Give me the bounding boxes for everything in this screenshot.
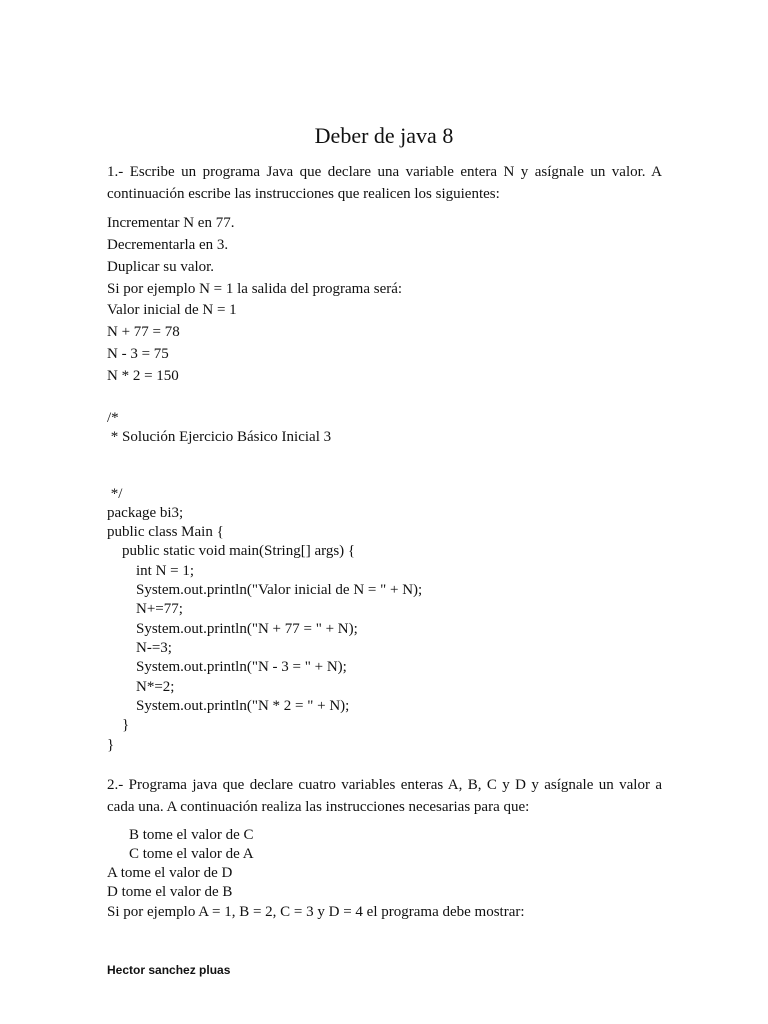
exercise-2-line: C tome el valor de A xyxy=(129,846,254,862)
code-line: System.out.println("N + 77 = " + N); xyxy=(136,621,358,637)
code-line: System.out.println("Valor inicial de N = " + N); xyxy=(136,582,423,598)
exercise-1-line: Decrementarla en 3. xyxy=(107,237,229,253)
document-title: Deber de java 8 xyxy=(314,123,454,148)
exercise-1-line: Si por ejemplo N = 1 la salida del programa será: xyxy=(107,281,403,297)
code-line: N-=3; xyxy=(136,640,172,656)
code-line: package bi3; xyxy=(107,505,184,521)
exercise-2-statement: 2.- Programa java que declare cuatro variables enteras A, B, C y D y asígnale un valor a cada una. A continuación realiza las instrucciones necesarias para que: xyxy=(107,777,662,815)
code-line: public static void main(String[] args) { xyxy=(122,543,356,559)
code-line: System.out.println("N - 3 = " + N); xyxy=(136,659,347,675)
code-line: public class Main { xyxy=(107,524,224,540)
exercise-2-line: D tome el valor de B xyxy=(107,884,233,900)
exercise-2-line: A tome el valor de D xyxy=(107,865,233,881)
code-line: } xyxy=(107,737,115,753)
exercise-2-line: Si por ejemplo A = 1, B = 2, C = 3 y D = 4 el programa debe mostrar: xyxy=(107,904,525,920)
exercise-1-line: N * 2 = 150 xyxy=(107,368,179,384)
exercise-1-line: N + 77 = 78 xyxy=(107,324,180,340)
code-line: N*=2; xyxy=(136,679,175,695)
code-comment-line: */ xyxy=(107,486,123,502)
exercise-1-statement: 1.- Escribe un programa Java que declare una variable entera N y asígnale un valor. A continuación escribe las instrucciones que realicen los siguientes: xyxy=(107,164,662,202)
code-comment-line: /* xyxy=(107,410,119,426)
exercise-1-line: Incrementar N en 77. xyxy=(107,215,235,231)
author-footer: Hector sanchez pluas xyxy=(107,963,231,977)
code-line: int N = 1; xyxy=(136,563,195,579)
code-line: System.out.println("N * 2 = " + N); xyxy=(136,698,350,714)
exercise-1-line: Duplicar su valor. xyxy=(107,259,215,275)
code-line: N+=77; xyxy=(136,601,183,617)
exercise-1-line: N - 3 = 75 xyxy=(107,346,169,362)
exercise-1-line: Valor inicial de N = 1 xyxy=(107,302,237,318)
exercise-2-line: B tome el valor de C xyxy=(129,827,254,843)
code-line: } xyxy=(122,717,130,733)
code-comment-line: * Solución Ejercicio Básico Inicial 3 xyxy=(107,429,332,445)
